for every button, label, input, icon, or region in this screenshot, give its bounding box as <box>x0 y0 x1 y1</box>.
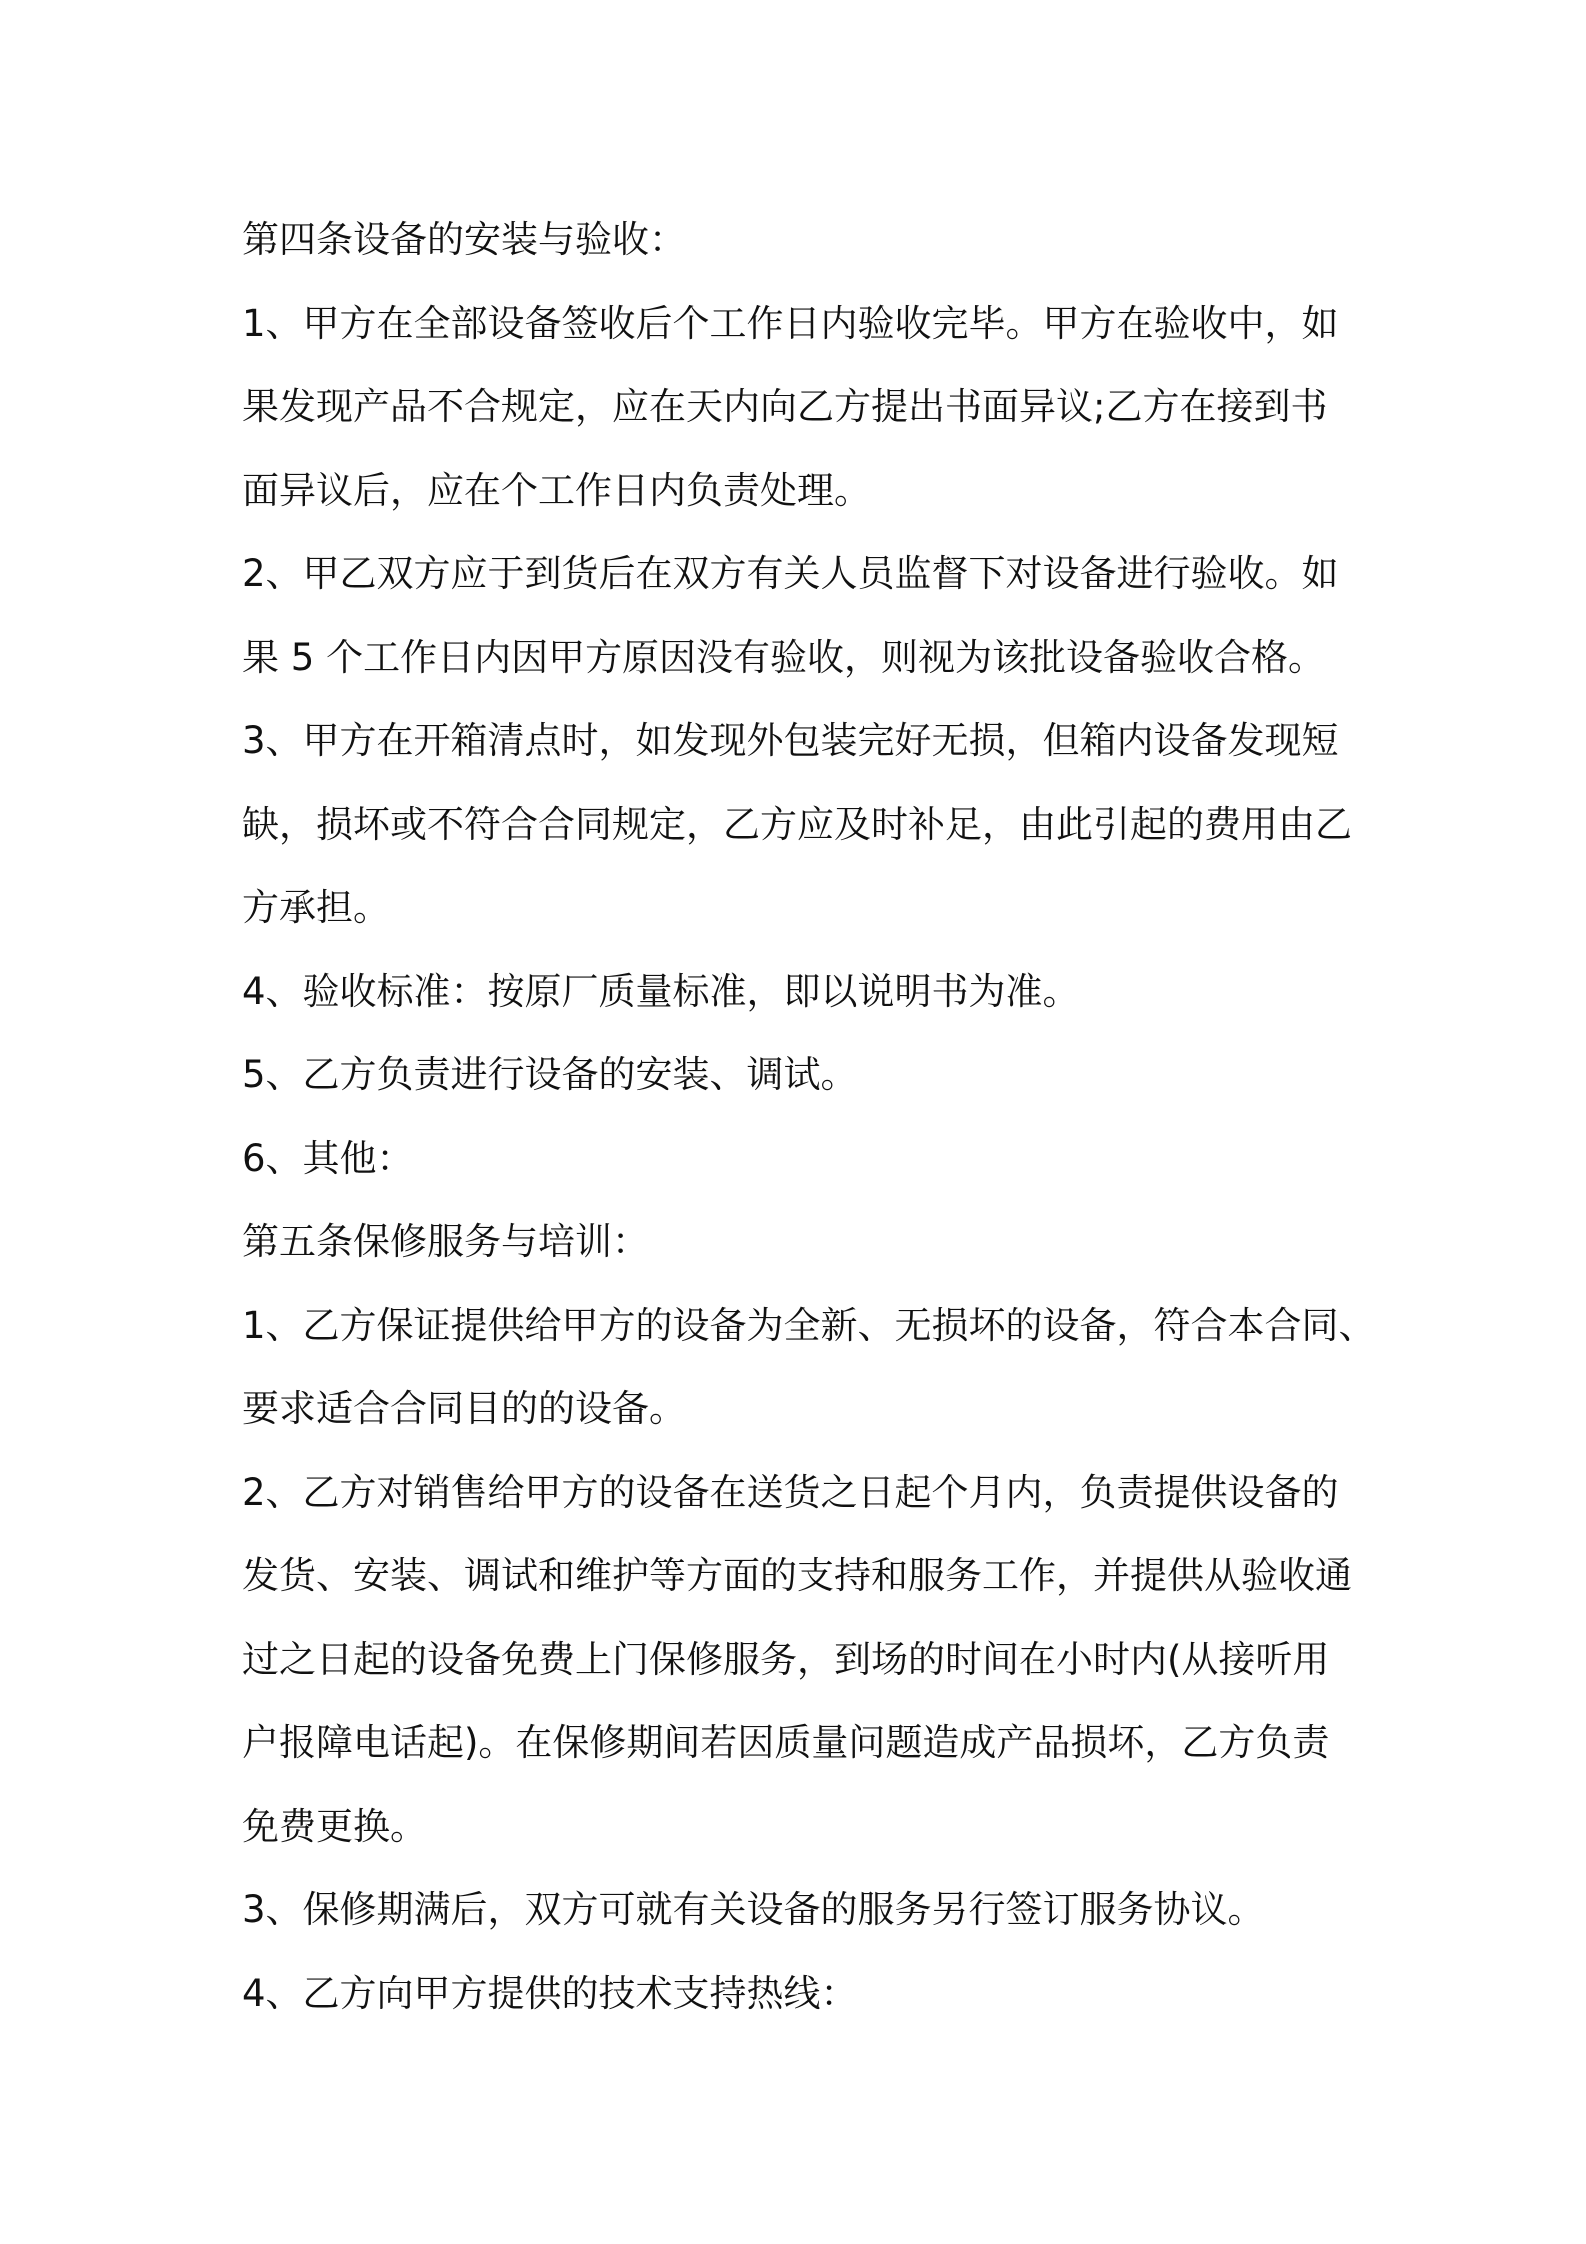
section-heading-article-5: 第五条保修服务与培训： <box>242 1220 649 1263</box>
paragraph-line: 2、甲乙双方应于到货后在双方有关人员监督下对设备进行验收。如 <box>242 552 1339 595</box>
document-body <box>242 198 1376 2035</box>
paragraph-line: 1、甲方在全部设备签收后个工作日内验收完毕。甲方在验收中，如 <box>242 301 1339 345</box>
paragraph-line: 发货、安装、调试和维护等方面的支持和服务工作，并提供从验收通 <box>242 1554 1352 1597</box>
paragraph-line: 要求适合合同目的的设备。 <box>242 1387 686 1430</box>
paragraph-line: 1、乙方保证提供给甲方的设备为全新、无损坏的设备，符合本合同、 <box>242 1303 1376 1347</box>
paragraph-line: 户报障电话起)。在保修期间若因质量问题造成产品损坏，乙方负责 <box>242 1721 1330 1764</box>
paragraph-line: 缺，损坏或不符合合同规定，乙方应及时补足，由此引起的费用由乙 <box>242 802 1352 846</box>
paragraph-line: 果 5 个工作日内因甲方原因没有验收，则视为该批设备验收合格。 <box>242 635 1326 679</box>
paragraph-line: 6、其他： <box>242 1136 414 1180</box>
paragraph-line: 过之日起的设备免费上门保修服务，到场的时间在小时内(从接听用 <box>242 1637 1330 1681</box>
paragraph-line: 免费更换。 <box>242 1804 427 1848</box>
paragraph-line: 5、乙方负责进行设备的安装、调试。 <box>242 1053 858 1096</box>
paragraph-line: 3、保修期满后，双方可就有关设备的服务另行签订服务协议。 <box>242 1888 1265 1931</box>
paragraph-line: 2、乙方对销售给甲方的设备在送货之日起个月内，负责提供设备的 <box>242 1470 1339 1514</box>
paragraph-line: 4、验收标准：按原厂质量标准，即以说明书为准。 <box>242 969 1080 1013</box>
paragraph-line: 面异议后，应在个工作日内负责处理。 <box>242 468 871 512</box>
paragraph-line: 果发现产品不合规定，应在天内向乙方提出书面异议;乙方在接到书 <box>242 385 1328 428</box>
paragraph-line: 3、甲方在开箱清点时，如发现外包装完好无损，但箱内设备发现短 <box>242 719 1339 762</box>
paragraph-line: 4、乙方向甲方提供的技术支持热线： <box>242 1971 858 2015</box>
paragraph-line: 方承担。 <box>242 886 390 929</box>
section-heading-article-4: 第四条设备的安装与验收： <box>242 218 686 261</box>
